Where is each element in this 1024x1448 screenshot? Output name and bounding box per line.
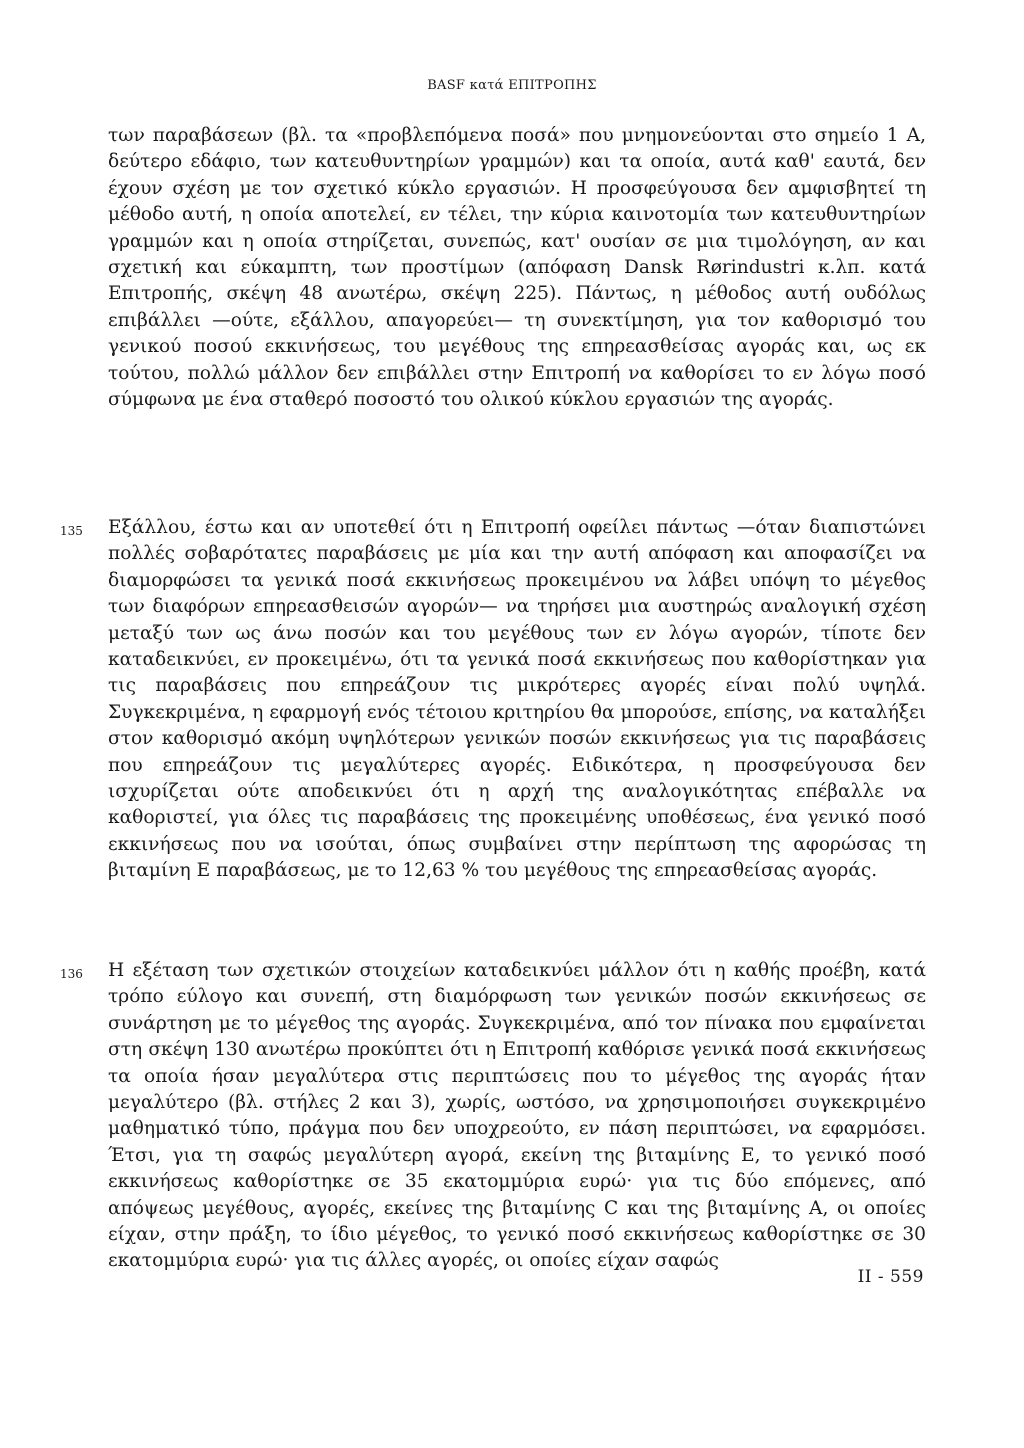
paragraph-continued: των παραβάσεων (βλ. τα «προβλεπόμενα ποσά» που μνημονεύονται στο σημείο 1 A, δεύτερο εδάφιο, των κατευθυντηρίων γραμμών) και τα οποία, αυτά καθ' εαυτά, δεν έχουν σχέση με τον σχετικό κύκλο εργασιών. Η προσφεύγουσα δεν αμφισβητεί τη μέθοδο αυτή, η οποία αποτελεί, εν τέλει, την κύρια καινοτομία των κατευθυντηρίων γραμμών και η οποία στηρίζεται, συνεπώς, κατ' ουσίαν σε μια τιμολόγηση, αν και σχετική και εύκαμπτη, των προστίμων (απόφαση Dansk Rørindustri κ.λπ. κατά Επιτροπής, σκέψη 48 ανωτέρω, σκέψη 225). Πάντως, η μέθοδος αυτή ουδόλως επιβάλλει —ούτε, εξάλλου, απαγορεύει— τη συνεκτίμηση, για τον καθορισμό του γενικού ποσού εκκινήσεως, του μεγέθους της επηρεασθείσας αγοράς και, ως εκ τούτου, πολλώ μάλλον δεν επιβάλλει στην Επιτροπή να καθορίσει το εν λόγω ποσό σύμφωνα με ένα σταθερό ποσοστό του ολικού κύκλου εργασιών της αγοράς. [108,125,926,411]
running-header: BASF κατά ΕΠΙΤΡΟΠΗΣ [427,78,597,93]
paragraph-135: Εξάλλου, έστω και αν υποτεθεί ότι η Επιτροπή οφείλει πάντως —όταν διαπιστώνει πολλές σοβαρότατες παραβάσεις με μία και την αυτή απόφαση και αποφασίζει να διαμορφώσει τα γενικά ποσά εκκινήσεως προκειμένου να λάβει υπόψη το μέγεθος των διαφόρων επηρεασθεισών αγορών— να τηρήσει μια αυστηρώς αναλογική σχέση μεταξύ των ως άνω ποσών και του μεγέθους των εν λόγω αγορών, τίποτε δεν καταδεικνύει, εν προκειμένω, ότι τα γενικά ποσά εκκινήσεως που καθορίστηκαν για τις παραβάσεις που επηρεάζουν τις μικρότερες αγορές είναι πολύ υψηλά. Συγκεκριμένα, η εφαρμογή ενός τέτοιου κριτηρίου θα μπορούσε, επίσης, να καταλήξει στον καθορισμό ακόμη υψηλότερων γενικών ποσών εκκινήσεως για τις παραβάσεις που επηρεάζουν τις μεγαλύτερες αγορές. Ειδικότερα, η προσφεύγουσα δεν ισχυρίζεται ούτε αποδεικνύει ότι η αρχή της αναλογικότητας επέβαλλε να καθοριστεί, για όλες τις παραβάσεις της προκειμένης υποθέσεως, ένα γενικό ποσό εκκινήσεως που να ισούται, όπως συμβαίνει στην περίπτωση της αφορώσας τη βιταμίνη Ε παραβάσεως, με το 12,63 % του μεγέθους της επηρεασθείσας αγοράς. [108,517,926,882]
paragraph-136: Η εξέταση των σχετικών στοιχείων καταδεικνύει μάλλον ότι η καθής προέβη, κατά τρόπο εύλογο και συνεπή, στη διαμόρφωση των γενικών ποσών εκκινήσεως σε συνάρτηση με το μέγεθος της αγοράς. Συγκεκριμένα, από τον πίνακα που εμφαίνεται στη σκέψη 130 ανωτέρω προκύπτει ότι η Επιτροπή καθόρισε γενικά ποσά εκκινήσεως τα οποία ήσαν μεγαλύτερα στις περιπτώσεις που το μέγεθος της αγοράς ήταν μεγαλύτερο (βλ. στήλες 2 και 3), χωρίς, ωστόσο, να χρησιμοποιήσει συγκεκριμένο μαθηματικό τύπο, πράγμα που δεν υποχρεούτο, εν πάση περιπτώσει, να εφαρμόσει. Έτσι, για τη σαφώς μεγαλύτερη αγορά, εκείνη της βιταμίνης Ε, το γενικό ποσό εκκινήσεως καθορίστηκε σε 35 εκατομμύρια ευρώ· για τις δύο επόμενες, από απόψεως μεγέθους, αγορές, εκείνες της βιταμίνης C και της βιταμίνης A, οι οποίες είχαν, στην πράξη, το ίδιο μέγεθος, το γενικό ποσό εκκινήσεως καθορίστηκε σε 30 εκατομμύρια ευρώ· για τις άλλες αγορές, οι οποίες είχαν σαφώς [108,960,926,1272]
page-number: II - 559 [857,1267,924,1287]
paragraph-number: 135 [60,524,83,538]
paragraph-number: 136 [60,967,83,981]
